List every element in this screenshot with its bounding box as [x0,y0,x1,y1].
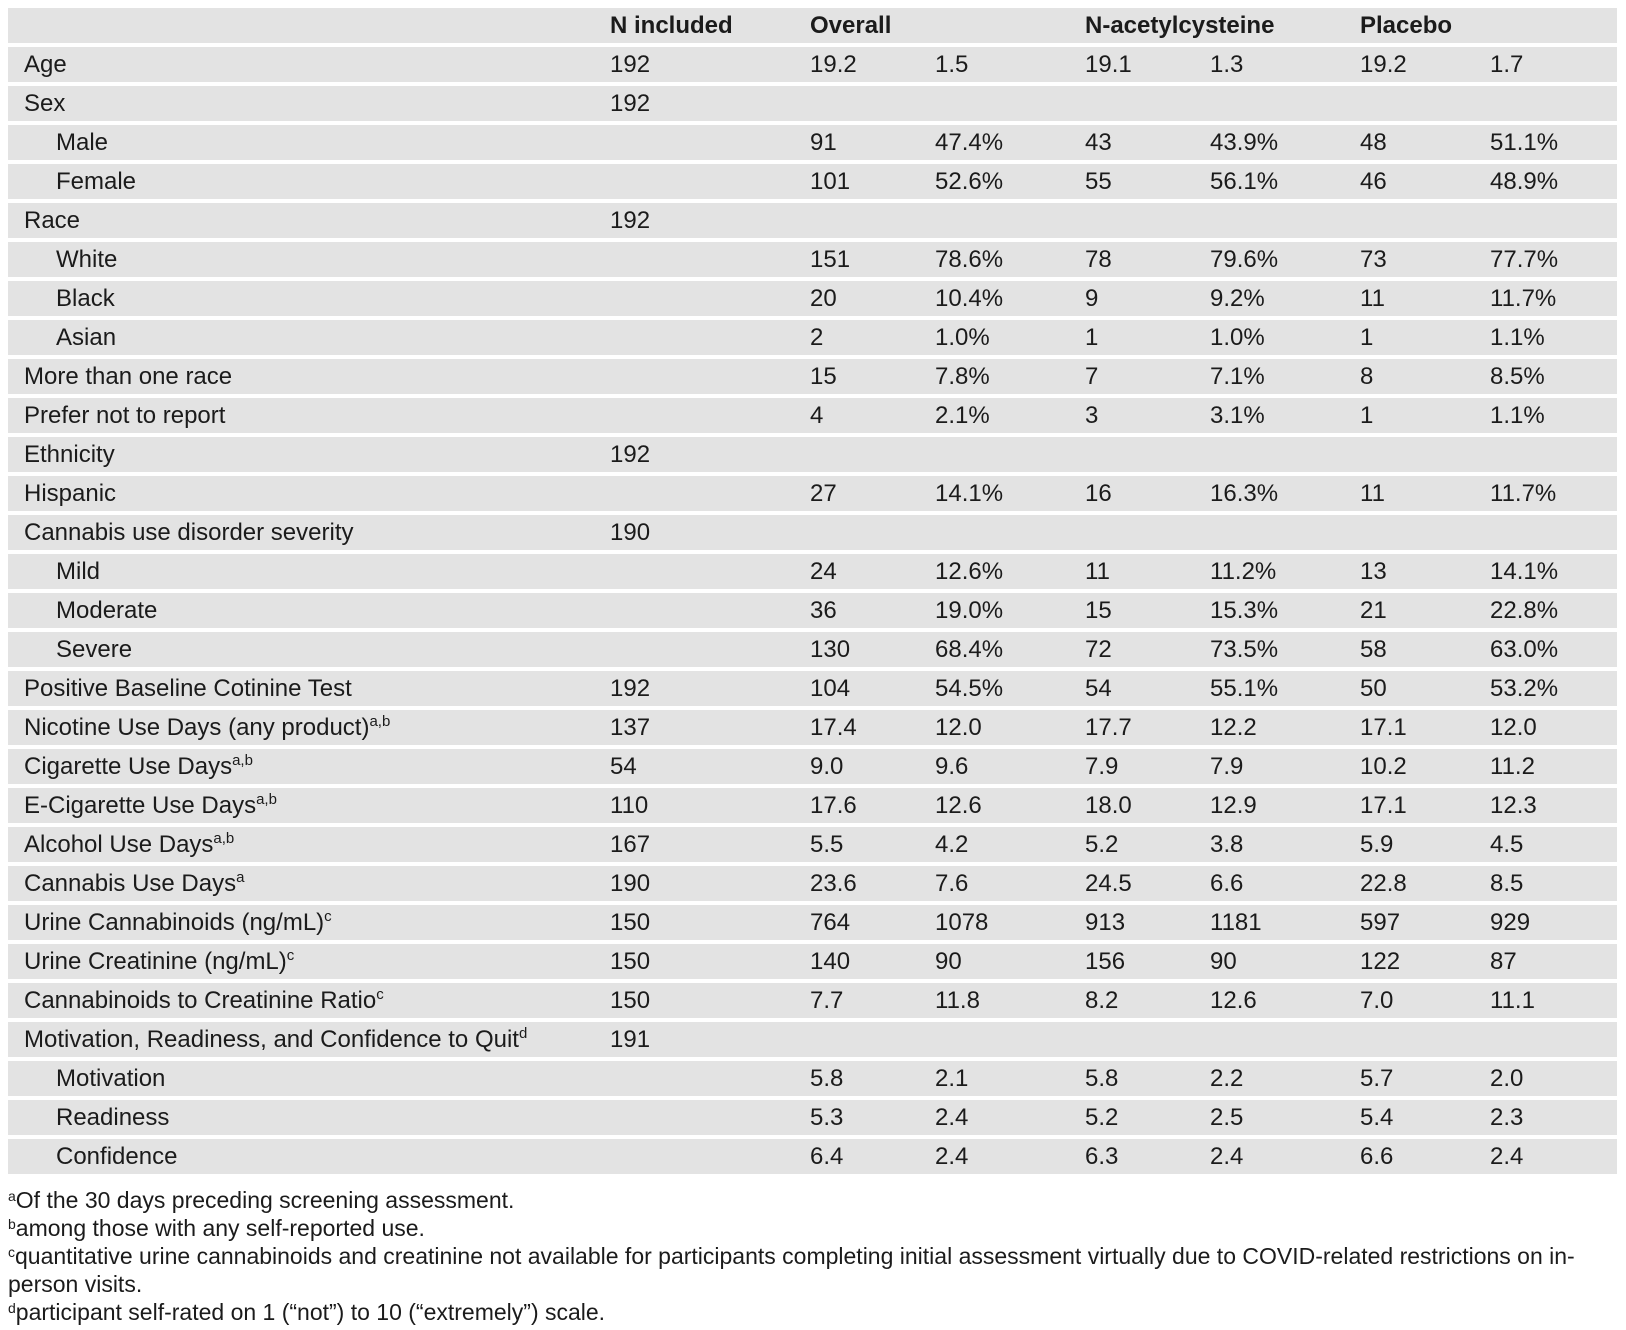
footnote-line [8,1242,1617,1298]
row-label-text: Asian [56,323,117,351]
nac-value-cell: 6.3 [1085,1142,1119,1170]
n-included-cell: 150 [610,986,651,1014]
table-row [8,1022,1617,1057]
nac-pct-cell: 79.6% [1210,245,1279,273]
placebo-value-cell: 58 [1360,635,1387,663]
nac-value-cell: 156 [1085,947,1126,975]
table-row [8,1061,1617,1096]
overall-pct-cell: 11.8 [935,986,980,1014]
nac-pct-cell: 56.1% [1210,167,1279,195]
row-label [8,518,610,546]
table-header-row [8,8,1617,43]
overall-value-cell: 27 [810,479,837,507]
table-row [8,125,1617,160]
nac-pct-cell: 12.6 [1210,986,1257,1014]
row-label [8,362,610,390]
overall-pct-cell: 54.5% [935,674,1004,702]
overall-value-cell: 4 [810,401,824,429]
placebo-value-cell: 19.2 [1360,50,1407,78]
overall-pct-cell: 12.0 [935,713,982,741]
overall-pct-cell: 2.4 [935,1103,969,1131]
placebo-pct-cell: 4.5 [1490,830,1524,858]
row-label [8,284,610,312]
nac-pct-cell: 73.5% [1210,635,1279,663]
footnote-marker: c [324,907,332,925]
nac-value-cell: 18.0 [1085,791,1132,819]
footnote-marker: a [236,868,245,886]
table-row [8,164,1617,199]
overall-value-cell: 19.2 [810,50,857,78]
placebo-value-cell: 11 [1360,479,1385,507]
placebo-pct-cell: 48.9% [1490,167,1559,195]
overall-value-cell: 6.4 [810,1142,844,1170]
footnote-line [8,1298,1617,1326]
overall-pct-cell: 47.4% [935,128,1004,156]
row-label-text: Mild [56,557,101,585]
overall-value-cell: 91 [810,128,837,156]
placebo-value-cell: 73 [1360,245,1387,273]
nac-pct-cell: 7.9 [1210,752,1244,780]
nac-value-cell: 5.2 [1085,830,1119,858]
nac-pct-cell: 3.1% [1210,401,1265,429]
placebo-value-cell: 597 [1360,908,1401,936]
row-label-text: More than one race [24,362,233,390]
overall-pct-cell: 14.1% [935,479,1004,507]
placebo-value-cell: 22.8 [1360,869,1407,897]
overall-pct-cell: 7.6 [935,869,969,897]
nac-pct-cell: 55.1% [1210,674,1279,702]
n-included-cell: 192 [610,89,651,117]
nac-value-cell: 5.8 [1085,1064,1119,1092]
row-label-text: Ethnicity [24,440,115,468]
row-label [8,868,610,897]
table-row [8,242,1617,277]
row-label-text: Positive Baseline Cotinine Test [24,674,352,702]
overall-value-cell: 5.8 [810,1064,844,1092]
row-label-text: Female [56,167,137,195]
overall-value-cell: 7.7 [810,986,844,1014]
overall-value-cell: 2 [810,323,824,351]
overall-pct-cell: 1.5 [935,50,969,78]
row-label-text: Severe [56,635,133,663]
table-row [8,788,1617,823]
nac-pct-cell: 43.9% [1210,128,1279,156]
nac-value-cell: 17.7 [1085,713,1132,741]
table-row [8,866,1617,901]
row-label [8,128,610,156]
overall-value-cell: 20 [810,284,837,312]
footnotes [8,1186,1617,1326]
placebo-pct-cell: 11.7% [1490,479,1557,507]
row-label [8,751,610,780]
overall-value-cell: 151 [810,245,851,273]
row-label [8,596,610,624]
row-label [8,206,610,234]
nac-value-cell: 16 [1085,479,1112,507]
overall-value-cell: 17.4 [810,713,857,741]
overall-pct-cell: 9.6 [935,752,969,780]
placebo-pct-cell: 8.5% [1490,362,1545,390]
nac-value-cell: 1 [1085,323,1099,351]
table-row [8,944,1617,979]
overall-value-cell: 36 [810,596,837,624]
baseline-characteristics-table [8,8,1617,1174]
footnote-letter: d [8,1300,16,1316]
row-label-text: Age [24,50,67,78]
nac-value-cell: 7.9 [1085,752,1119,780]
placebo-pct-cell: 77.7% [1490,245,1559,273]
nac-pct-cell: 9.2% [1210,284,1265,312]
row-label [8,674,610,702]
row-label-text: Male [56,128,109,156]
placebo-value-cell: 7.0 [1360,986,1394,1014]
overall-pct-cell: 2.1 [935,1064,969,1092]
placebo-value-cell: 5.7 [1360,1064,1394,1092]
row-label-text: Hispanic [24,479,117,507]
table-row [8,749,1617,784]
nac-pct-cell: 1.3 [1210,50,1244,78]
placebo-value-cell: 5.9 [1360,830,1394,858]
table-row [8,1100,1617,1135]
row-label [8,479,610,507]
nac-pct-cell: 2.4 [1210,1142,1244,1170]
row-label [8,985,610,1014]
placebo-value-cell: 21 [1360,596,1387,624]
n-included-cell: 192 [610,440,651,468]
placebo-pct-cell: 2.4 [1490,1142,1524,1170]
row-label-text: Nicotine Use Days (any product) [24,713,370,741]
n-included-cell: 150 [610,947,651,975]
row-label [8,401,610,429]
footnote-text: participant self-rated on 1 (“not”) to 10 (“extremely”) scale. [15,1299,606,1325]
placebo-value-cell: 11 [1360,284,1385,312]
nac-value-cell: 15 [1085,596,1112,624]
row-label-text: Black [56,284,115,312]
placebo-value-cell: 46 [1360,167,1387,195]
placebo-pct-cell: 8.5 [1490,869,1524,897]
n-included-cell: 110 [610,791,649,819]
footnote-letter: b [8,1216,16,1232]
nac-value-cell: 913 [1085,908,1126,936]
placebo-pct-cell: 11.7% [1490,284,1557,312]
overall-pct-cell: 4.2 [935,830,969,858]
row-label [8,790,610,819]
nac-pct-cell: 12.2 [1210,713,1257,741]
placebo-pct-cell: 1.1% [1490,323,1545,351]
placebo-pct-cell: 12.3 [1490,791,1537,819]
table-row [8,437,1617,472]
placebo-value-cell: 48 [1360,128,1387,156]
col-header-placebo: Placebo [1360,11,1453,39]
nac-value-cell: 19.1 [1085,50,1132,78]
nac-value-cell: 9 [1085,284,1099,312]
placebo-pct-cell: 22.8% [1490,596,1559,624]
footnote-letter: a [8,1188,16,1204]
overall-value-cell: 5.5 [810,830,844,858]
table-row [8,515,1617,550]
row-label [8,1024,610,1053]
footnote-text: among those with any self-reported use. [15,1215,425,1241]
placebo-value-cell: 50 [1360,674,1387,702]
overall-pct-cell: 19.0% [935,596,1004,624]
n-included-cell: 192 [610,206,651,234]
row-label [8,635,610,663]
row-label-text: White [56,245,118,273]
table-row [8,671,1617,706]
nac-value-cell: 78 [1085,245,1112,273]
nac-value-cell: 24.5 [1085,869,1132,897]
footnote-text: Of the 30 days preceding screening assessment. [15,1187,515,1213]
table-row [8,320,1617,355]
footnote-marker: c [286,946,295,964]
overall-value-cell: 130 [810,635,851,663]
placebo-value-cell: 17.1 [1360,791,1407,819]
placebo-pct-cell: 51.1% [1490,128,1559,156]
footnote-marker: a,b [232,751,253,769]
overall-value-cell: 104 [810,674,851,702]
overall-value-cell: 24 [810,557,837,585]
placebo-pct-cell: 14.1% [1490,557,1559,585]
row-label [8,245,610,273]
table-row [8,281,1617,316]
table-row [8,398,1617,433]
footnote-marker: d [518,1024,528,1042]
row-label-text: Urine Creatinine (ng/mL) [24,947,287,975]
nac-pct-cell: 3.8 [1210,830,1244,858]
n-included-cell: 191 [610,1025,651,1053]
overall-value-cell: 764 [810,908,851,936]
footnote-marker: a,b [256,790,277,808]
overall-pct-cell: 68.4% [935,635,1004,663]
n-included-cell: 192 [610,674,651,702]
table-row [8,827,1617,862]
n-included-cell: 192 [610,50,651,78]
row-label-text: Urine Cannabinoids (ng/mL) [24,908,325,936]
row-label-text: Motivation, Readiness, and Confidence to Quit [24,1025,519,1053]
row-label [8,323,610,351]
overall-pct-cell: 12.6 [935,791,982,819]
nac-pct-cell: 16.3% [1210,479,1279,507]
table-body [8,47,1617,1174]
footnote-line [8,1214,1617,1242]
row-label [8,440,610,468]
nac-value-cell: 55 [1085,167,1112,195]
row-label-text: Cannabis use disorder severity [24,518,354,546]
row-label [8,946,610,975]
n-included-cell: 190 [610,518,651,546]
placebo-pct-cell: 11.2 [1490,752,1535,780]
placebo-value-cell: 8 [1360,362,1374,390]
table-row [8,905,1617,940]
table-row [8,476,1617,511]
footnote-line [8,1186,1617,1214]
overall-pct-cell: 1078 [935,908,989,936]
table-row [8,1139,1617,1174]
placebo-pct-cell: 53.2% [1490,674,1559,702]
placebo-value-cell: 17.1 [1360,713,1407,741]
nac-pct-cell: 15.3% [1210,596,1279,624]
overall-value-cell: 5.3 [810,1103,844,1131]
row-label [8,1064,610,1092]
overall-value-cell: 23.6 [810,869,857,897]
row-label-text: Cannabis Use Days [24,869,237,897]
overall-pct-cell: 12.6% [935,557,1004,585]
row-label-text: Sex [24,89,66,117]
n-included-cell: 137 [610,713,651,741]
row-label-text: Prefer not to report [24,401,226,429]
nac-pct-cell: 12.9 [1210,791,1257,819]
overall-pct-cell: 90 [935,947,962,975]
placebo-pct-cell: 2.0 [1490,1064,1524,1092]
row-label [8,557,610,585]
overall-pct-cell: 2.1% [935,401,990,429]
placebo-value-cell: 13 [1360,557,1387,585]
row-label-text: Cigarette Use Days [24,752,233,780]
nac-value-cell: 3 [1085,401,1099,429]
row-label-text: Moderate [56,596,158,624]
table-row [8,632,1617,667]
nac-value-cell: 54 [1085,674,1112,702]
n-included-cell: 167 [610,830,651,858]
footnote-letter: c [8,1244,15,1260]
n-included-cell: 190 [610,869,651,897]
row-label-text: Alcohol Use Days [24,830,214,858]
table-row [8,710,1617,745]
row-label [8,50,610,78]
table-row [8,593,1617,628]
placebo-value-cell: 1 [1360,323,1374,351]
row-label [8,89,610,117]
placebo-value-cell: 122 [1360,947,1401,975]
nac-pct-cell: 90 [1210,947,1237,975]
row-label-text: Confidence [56,1142,178,1170]
placebo-pct-cell: 1.7 [1490,50,1524,78]
row-label [8,1142,610,1170]
overall-value-cell: 140 [810,947,851,975]
overall-value-cell: 9.0 [810,752,844,780]
overall-pct-cell: 1.0% [935,323,990,351]
table-row [8,86,1617,121]
overall-pct-cell: 2.4 [935,1142,969,1170]
nac-pct-cell: 11.2% [1210,557,1277,585]
row-label-text: E-Cigarette Use Days [24,791,257,819]
row-label [8,1103,610,1131]
nac-value-cell: 5.2 [1085,1103,1119,1131]
table-row [8,47,1617,82]
placebo-value-cell: 10.2 [1360,752,1407,780]
nac-pct-cell: 6.6 [1210,869,1244,897]
n-included-cell: 150 [610,908,651,936]
row-label-text: Motivation [56,1064,166,1092]
placebo-pct-cell: 929 [1490,908,1531,936]
placebo-pct-cell: 63.0% [1490,635,1559,663]
footnote-marker: a,b [369,712,391,730]
overall-pct-cell: 7.8% [935,362,990,390]
row-label [8,167,610,195]
table-row [8,203,1617,238]
overall-pct-cell: 10.4% [935,284,1004,312]
placebo-value-cell: 1 [1360,401,1374,429]
overall-value-cell: 15 [810,362,837,390]
overall-pct-cell: 52.6% [935,167,1004,195]
table-row [8,983,1617,1018]
row-label-text: Race [24,206,81,234]
overall-value-cell: 17.6 [810,791,857,819]
nac-value-cell: 11 [1085,557,1110,585]
nac-pct-cell: 2.5 [1210,1103,1244,1131]
placebo-pct-cell: 12.0 [1490,713,1537,741]
placebo-value-cell: 6.6 [1360,1142,1394,1170]
col-header-n-included: N included [610,11,733,39]
placebo-pct-cell: 2.3 [1490,1103,1524,1131]
nac-pct-cell: 1.0% [1210,323,1265,351]
row-label [8,907,610,936]
placebo-pct-cell: 11.1 [1490,986,1535,1014]
nac-pct-cell: 1181 [1210,908,1262,936]
n-included-cell: 54 [610,752,637,780]
nac-pct-cell: 7.1% [1210,362,1265,390]
nac-value-cell: 43 [1085,128,1112,156]
row-label-text: Readiness [56,1103,170,1131]
col-header-overall: Overall [810,11,892,39]
row-label [8,829,610,858]
footnote-marker: a,b [213,829,235,847]
nac-value-cell: 7 [1085,362,1099,390]
placebo-pct-cell: 87 [1490,947,1517,975]
nac-pct-cell: 2.2 [1210,1064,1244,1092]
nac-value-cell: 8.2 [1085,986,1119,1014]
overall-pct-cell: 78.6% [935,245,1004,273]
placebo-pct-cell: 1.1% [1490,401,1545,429]
table-row [8,554,1617,589]
footnote-text: quantitative urine cannabinoids and creatinine not available for participants completing initial assessment virtually due to COVID-related restrictions on in-person visits. [8,1243,1575,1297]
overall-value-cell: 101 [810,167,851,195]
col-header-n-acetylcysteine: N-acetylcysteine [1085,11,1275,39]
footnote-marker: c [376,985,384,1003]
row-label [8,712,610,741]
table-row [8,359,1617,394]
nac-value-cell: 72 [1085,635,1112,663]
placebo-value-cell: 5.4 [1360,1103,1394,1131]
row-label-text: Cannabinoids to Creatinine Ratio [24,986,377,1014]
